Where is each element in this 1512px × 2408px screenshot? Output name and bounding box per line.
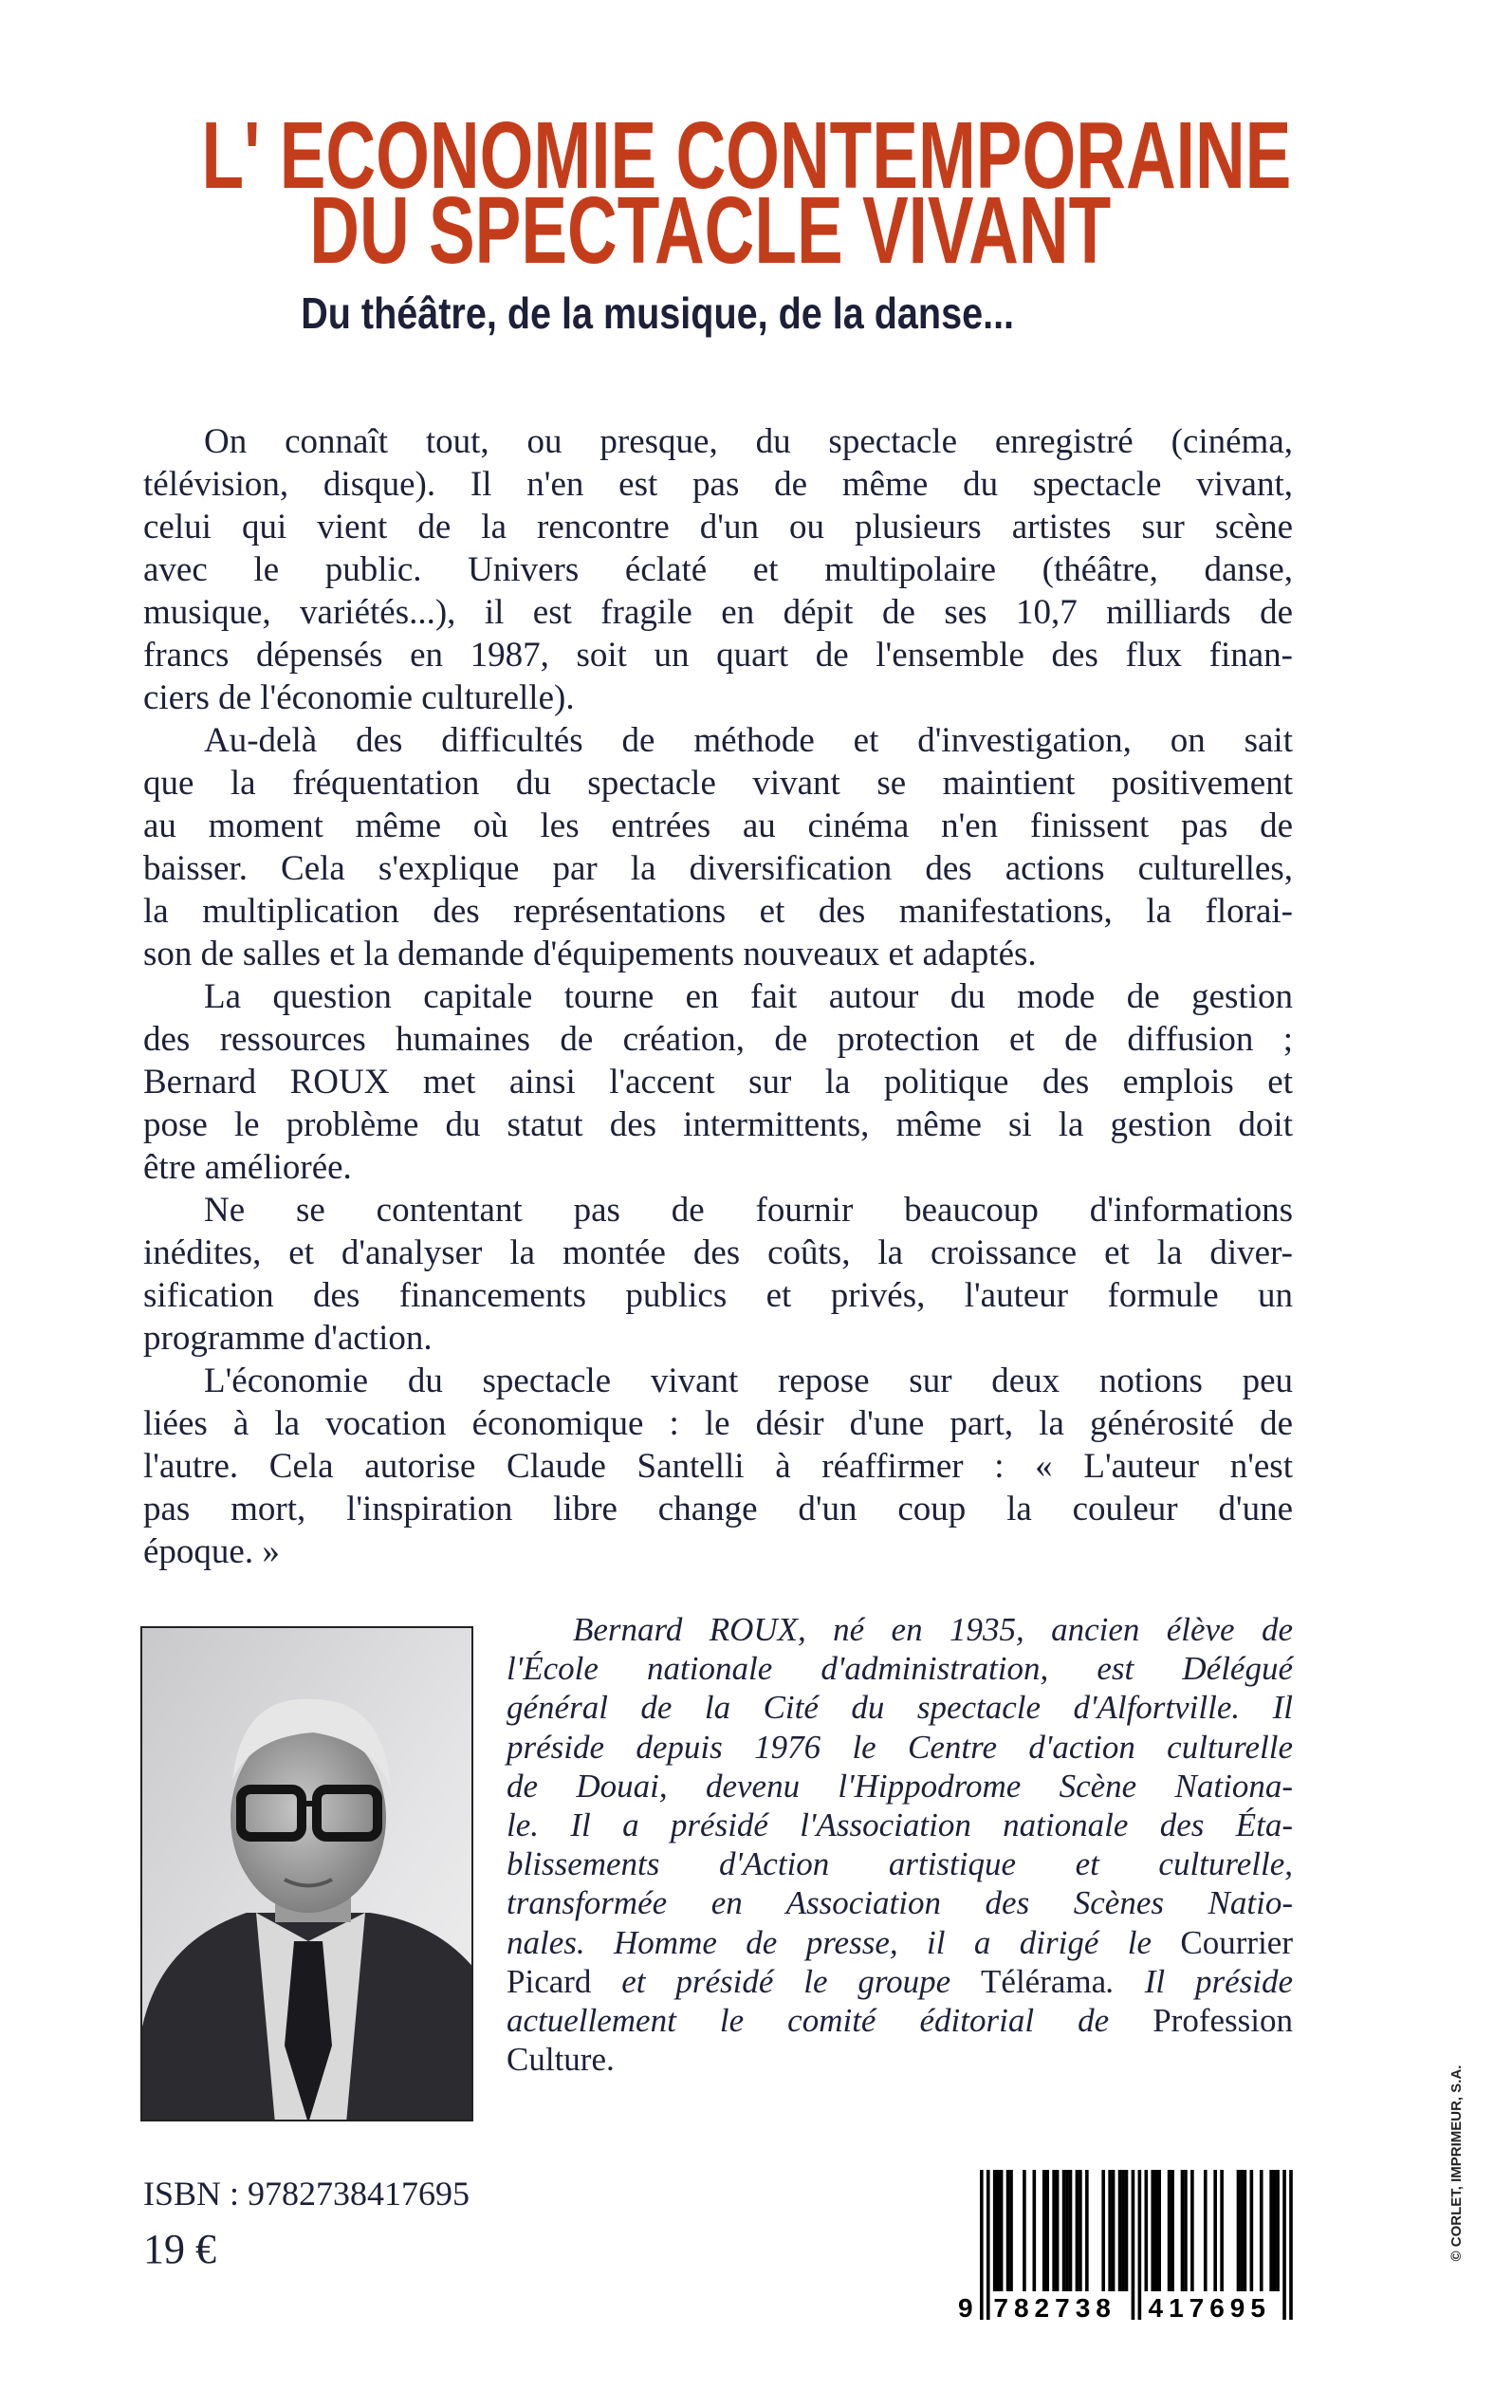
- bio-text-roman: Picard: [507, 1962, 592, 2000]
- barcode-bar: [1112, 2170, 1116, 2291]
- bio-text-italic: transformée en Association des Scènes Natio-: [507, 1884, 1293, 1922]
- barcode-bar: [980, 2170, 984, 2320]
- text-line: sification des financements publics et privés, l'auteur formule un: [143, 1276, 1293, 1315]
- text-line: celui qui vient de la rencontre d'un ou plusieurs artistes sur scène: [143, 508, 1293, 546]
- text-line: liées à la vocation économique : le désir d'une part, la générosité de: [143, 1404, 1293, 1443]
- text-line: avec le public. Univers éclaté et multipolaire (théâtre, danse,: [143, 550, 1293, 589]
- text-line: des ressources humaines de création, de protection et de diffusion ;: [143, 1020, 1293, 1059]
- bio-text-roman: Télérama: [981, 1962, 1107, 2000]
- barcode-bar: [1079, 2170, 1082, 2291]
- barcode-bar: [1250, 2170, 1254, 2291]
- text-line: l'autre. Cela autorise Claude Santelli à réaffirmer : « L'auteur n'est: [143, 1447, 1293, 1486]
- bio-line: [507, 1649, 1293, 1688]
- barcode-bar: [1269, 2170, 1273, 2291]
- bio-text-italic: l'École nationale d'administration, est Délégué: [507, 1650, 1293, 1688]
- bio-line: [507, 1610, 1293, 1649]
- bio-text-roman: Courrier: [1180, 1923, 1293, 1961]
- bio-text-italic: préside depuis 1976 le Centre d'action culturelle: [507, 1728, 1293, 1766]
- barcode-bar: [1121, 2170, 1125, 2291]
- barcode-bar: [1145, 2170, 1149, 2291]
- text-line: inédites, et d'analyser la montée des coûts, la croissance et la diver-: [143, 1233, 1293, 1272]
- author-portrait-image: [142, 1628, 473, 2121]
- barcode-bar: [993, 2170, 997, 2291]
- text-line: On connaît tout, ou presque, du spectacle enregistré (cinéma,: [204, 422, 1293, 461]
- bio-line: [507, 1883, 1293, 1922]
- bio-line: [507, 2040, 1293, 2079]
- text-line: télévision, disque). Il n'en est pas de même du spectacle vivant,: [143, 465, 1293, 504]
- bio-text-italic: nales. Homme de presse, il a dirigé le: [507, 1923, 1181, 1961]
- barcode-bar: [1009, 2170, 1013, 2291]
- bio-line: [507, 1767, 1293, 1806]
- text-line: Au-delà des difficultés de méthode et d'investigation, on sait: [204, 721, 1293, 760]
- barcode-bar: [1125, 2170, 1129, 2291]
- bio-text-roman: Profession: [1152, 2001, 1293, 2039]
- barcode-bar: [1069, 2170, 1073, 2291]
- barcode-bar: [1276, 2170, 1280, 2291]
- bio-text-italic: et présidé le groupe: [591, 1962, 982, 2000]
- barcode-bar: [1273, 2170, 1277, 2291]
- bio-line: [507, 1923, 1293, 1962]
- isbn: ISBN : 9782738417695: [143, 2175, 470, 2213]
- barcode-bar: [1045, 2170, 1049, 2291]
- bio-text-italic: . Il préside: [1106, 1962, 1293, 2000]
- text-line: L'économie du spectacle vivant repose sur deux notions peu: [204, 1361, 1293, 1400]
- barcode-bar: [1213, 2170, 1217, 2291]
- bio-line: [507, 2001, 1293, 2040]
- bio-text-italic: Bernard ROUX, né en 1935, ancien élève de: [573, 1611, 1293, 1648]
- bio-line: [507, 1962, 1293, 2001]
- title-text: L' ECONOMIE CONTEMPORAINE: [201, 102, 1292, 209]
- barcode-bar: [1168, 2170, 1171, 2291]
- barcode: [949, 2167, 1300, 2328]
- barcode-bar: [1085, 2170, 1089, 2291]
- text-line: être améliorée.: [143, 1148, 352, 1187]
- bio-text-italic: de Douai, devenu l'Hippodrome Scène Nationa-: [507, 1767, 1293, 1805]
- barcode-bar: [1023, 2170, 1026, 2291]
- text-line: pose le problème du statut des intermittents, même si la gestion doit: [143, 1105, 1293, 1144]
- text-line: Bernard ROUX met ainsi l'accent sur la politique des emplois et: [143, 1063, 1293, 1102]
- title-text: DU SPECTACLE VIVANT: [309, 177, 1112, 284]
- text-line: au moment même où les entrées au cinéma n'en finissent pas de: [143, 806, 1293, 845]
- barcode-bar: [1065, 2170, 1069, 2291]
- text-line: francs dépensés en 1987, soit un quart de l'ensemble des flux finan-: [143, 636, 1293, 675]
- book-title-line-2: [0, 177, 1421, 284]
- barcode-bar: [1042, 2170, 1046, 2291]
- bio-line: [507, 1688, 1293, 1727]
- text-line: son de salles et la demande d'équipements nouveaux et adaptés.: [143, 935, 1037, 973]
- barcode-digits: 417695: [1148, 2293, 1271, 2323]
- barcode-bar: [1157, 2170, 1161, 2291]
- barcode-bar: [1076, 2170, 1079, 2291]
- printer-credit: © CORLET, IMPRIMEUR, S.A.: [1448, 2065, 1465, 2262]
- barcode-bar: [1000, 2170, 1004, 2291]
- barcode-bar: [1240, 2170, 1244, 2291]
- barcode-bar: [1062, 2170, 1066, 2291]
- text-line: époque. »: [143, 1532, 280, 1571]
- author-photo: [140, 1626, 473, 2121]
- barcode-bar: [1220, 2170, 1224, 2291]
- barcode-bar: [1132, 2170, 1135, 2320]
- barcode-bar: [1184, 2170, 1188, 2291]
- text-line: Ne se contentant pas de fournir beaucoup d'informations: [204, 1191, 1293, 1230]
- barcode-bar: [986, 2170, 990, 2320]
- text-line: programme d'action.: [143, 1319, 433, 1358]
- text-line: ciers de l'économie culturelle).: [143, 678, 575, 717]
- bio-line: [507, 1844, 1293, 1883]
- barcode-bar: [1108, 2170, 1112, 2291]
- barcode-bar: [1151, 2170, 1154, 2291]
- barcode-bar: [1033, 2170, 1037, 2291]
- author-bio: [507, 1610, 1293, 2079]
- barcode-bar: [1181, 2170, 1185, 2291]
- barcode-bar: [1154, 2170, 1158, 2291]
- barcode-bar: [1289, 2170, 1293, 2320]
- barcode-bar: [1052, 2170, 1056, 2291]
- bio-text-roman: Culture.: [507, 2041, 615, 2079]
- text-line: musique, variétés...), il est fragile en dépit de ses 10,7 milliards de: [143, 593, 1293, 632]
- barcode-bar: [1260, 2170, 1263, 2291]
- barcode-bar: [1204, 2170, 1208, 2291]
- barcode-bar: [1282, 2170, 1286, 2320]
- barcode-bar: [1171, 2170, 1174, 2291]
- barcode-bar: [1056, 2170, 1060, 2291]
- bio-text-italic: le. Il a présidé l'Association nationale des Éta-: [507, 1806, 1293, 1843]
- text-line: baisser. Cela s'explique par la diversification des actions culturelles,: [143, 849, 1293, 888]
- bio-text-italic: actuellement le comité éditorial de: [507, 2001, 1153, 2039]
- subtitle-text: Du théâtre, de la musique, de la danse...: [301, 288, 1014, 338]
- barcode-bar: [1006, 2170, 1010, 2291]
- barcode-bar: [1138, 2170, 1142, 2320]
- text-line: La question capitale tourne en fait autour du mode de gestion: [204, 977, 1293, 1016]
- text-line: pas mort, l'inspiration libre change d'un coup la couleur d'une: [143, 1490, 1293, 1528]
- bio-line: [507, 1728, 1293, 1767]
- text-line: la multiplication des représentations et des manifestations, la florai-: [143, 892, 1293, 931]
- barcode-bar: [1118, 2170, 1122, 2291]
- barcode-bar: [1190, 2170, 1194, 2291]
- price: 19 €: [143, 2226, 216, 2272]
- barcode-bar: [1244, 2170, 1247, 2291]
- text-line: que la fréquentation du spectacle vivant se maintient positivement: [143, 764, 1293, 803]
- barcode-bar: [1237, 2170, 1241, 2291]
- barcode-digits: 782738: [993, 2293, 1116, 2323]
- barcode-bar: [996, 2170, 1000, 2291]
- bio-line: [507, 1806, 1293, 1844]
- bio-text-italic: général de la Cité du spectacle d'Alfortville. Il: [507, 1689, 1293, 1727]
- book-subtitle: [0, 289, 1315, 337]
- barcode-digits: 9: [958, 2293, 979, 2323]
- bio-text-italic: blissements d'Action artistique et culturelle,: [507, 1845, 1293, 1883]
- barcode-bar: [1101, 2170, 1105, 2291]
- blurb-text: [143, 420, 1293, 1573]
